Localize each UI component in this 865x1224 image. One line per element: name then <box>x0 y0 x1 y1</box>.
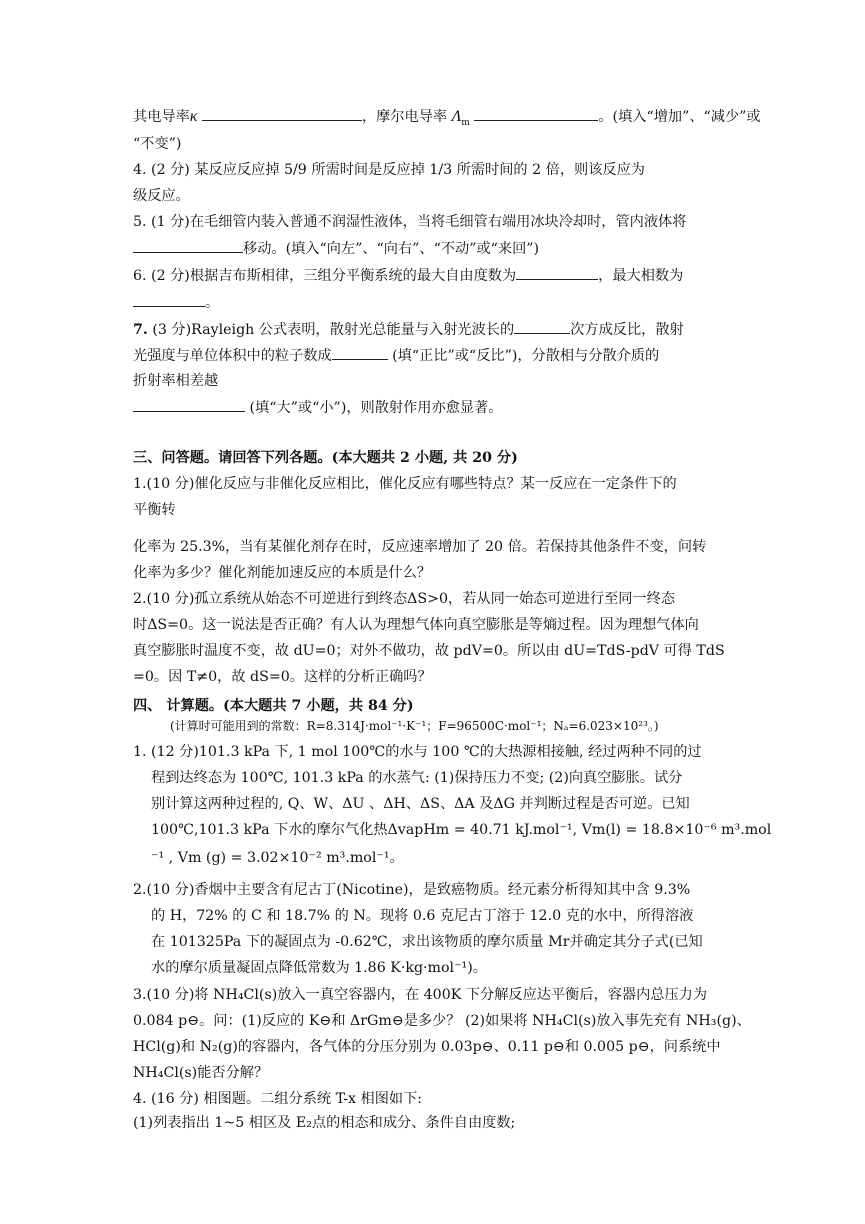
s4-q4-line-2: (1)列表指出 1~5 相区及 E₂点的相态和成分、条件自由度数; <box>133 1115 516 1131</box>
answer-blank-kappa[interactable] <box>202 106 362 121</box>
q6-line-1: 6. (2 分)根据吉布斯相律，三组分平衡系统的最大自由度数为 ，最大相数为 <box>133 265 683 286</box>
s4-q2-line-3: 在 101325Pa 下的凝固点为 -0.62℃，求出该物质的摩尔质量 Mr并确定其分子式(已知 <box>151 934 703 950</box>
q3-line-1: 其电导率κ ，摩尔电导率 $\Lambda_m$ 。(填入“增加”、“减少”或 <box>133 108 761 128</box>
s4-q1-line-3: 别计算这两种过程的, Q、W、ΔU 、ΔH、ΔS、ΔA 及ΔG 并判断过程是否可逆。已知 <box>151 796 690 812</box>
constants-note: (计算时可能用到的常数：R=8.314J·mol⁻¹·K⁻¹；F=96500C·mol⁻¹；Nₐ=6.023×10²³。) <box>170 719 659 733</box>
s4-q2-line-2: 的 H，72% 的 C 和 18.7% 的 N。现将 0.6 克尼古丁溶于 12.0 克的水中，所得溶液 <box>151 908 694 924</box>
answer-blank-q6-freedom[interactable] <box>516 265 598 280</box>
s3-q1-line-3: 化率为 25.3%，当有某催化剂存在时，反应速率增加了 20 倍。若保持其他条件不变，问转 <box>133 539 707 555</box>
s3-q2-line-2: 时ΔS=0。这一说法是否正确？有人认为理想气体向真空膨胀是等熵过程。因为理想气体向 <box>133 617 699 633</box>
q4-line-1: 4. (2 分) 某反应反应掉 5/9 所需时间是反应掉 1/3 所需时间的 2 倍，则该反应为 <box>133 162 645 178</box>
section3-heading: 三、问答题。请回答下列各题。(本大题共 2 小题, 共 20 分) <box>133 450 518 466</box>
q3-line-2: “不变”) <box>133 136 182 152</box>
lambda-symbol: Λ <box>451 108 462 125</box>
s4-q1-line-1: 1. (12 分)101.3 kPa 下, 1 mol 100℃的水与 100 ℃的大热源相接触, 经过两种不同的过 <box>133 744 702 760</box>
q6-line-2: 。 <box>133 292 219 313</box>
s3-q1-line-4: 化率为多少？催化剂能加速反应的本质是什么？ <box>133 565 431 581</box>
answer-blank-lambda[interactable] <box>474 106 598 121</box>
s4-q2-line-4: 水的摩尔质量凝固点降低常数为 1.86 K·kg·mol⁻¹)。 <box>151 960 487 976</box>
s3-q2-line-3: 真空膨胀时温度不变，故 dU=0；对外不做功，故 pdV=0。所以由 dU=TdS-pdV 可得 TdS <box>133 643 725 659</box>
kappa-symbol: κ <box>189 108 198 125</box>
q7-line-2: 光强度与单位体积中的粒子数成 (填“正比”或“反比”)，分散相与分散介质的 <box>133 345 659 366</box>
answer-blank-q6-phases[interactable] <box>133 292 205 307</box>
s4-q4-line-1: 4. (16 分) 相图题。二组分系统 T-x 相图如下: <box>133 1091 423 1107</box>
s4-q1-line-5: ⁻¹ , Vm (g) = 3.02×10⁻² m³.mol⁻¹。 <box>151 850 404 866</box>
q7-line-1: 7. (3 分)Rayleigh 公式表明，散射光总能量与入射光波长的 次方成反比，散射 <box>133 319 684 340</box>
q7-line-4: (填“大”或“小”)，则散射作用亦愈显著。 <box>133 397 502 418</box>
q7-line-3: 折射率相差越 <box>133 373 219 389</box>
s3-q1-line-2: 平衡转 <box>133 502 176 518</box>
q4-line-2: 级反应。 <box>133 188 190 204</box>
s4-q3-line-2: 0.084 p⊖。问：(1)反应的 K⊖和 ΔrGm⊖是多少？ (2)如果将 NH₄Cl(s)放入事先充有 NH₃(g)、 <box>133 1013 751 1029</box>
s4-q3-line-3: HCl(g)和 N₂(g)的容器内，各气体的分压分别为 0.03p⊖、0.11 p⊖和 0.005 p⊖，问系统中 <box>133 1039 721 1055</box>
s4-q1-line-4: 100℃,101.3 kPa 下水的摩尔气化热ΔvapHm = 40.71 kJ.mol⁻¹, Vm(l) = 18.8×10⁻⁶ m³.mol <box>151 822 772 838</box>
answer-blank-q5[interactable] <box>133 238 243 253</box>
s3-q2-line-4: =0。因 T≠0，故 dS=0。这样的分析正确吗？ <box>133 669 432 685</box>
s3-q2-line-1: 2.(10 分)孤立系统从始态不可逆进行到终态ΔS>0，若从同一始态可逆进行至同一终态 <box>133 591 676 607</box>
section4-heading: 四、 计算题。(本大题共 7 小题，共 84 分) <box>133 698 414 714</box>
s3-q1-line-1: 1.(10 分)催化反应与非催化反应相比，催化反应有哪些特点？某一反应在一定条件下的 <box>133 476 677 492</box>
s4-q1-line-2: 程到达终态为 100℃, 101.3 kPa 的水蒸气: (1)保持压力不变; (2)向真空膨胀。试分 <box>151 770 683 786</box>
q5-line-1: 5. (1 分)在毛细管内装入普通不润湿性液体，当将毛细管右端用冰块冷却时，管内液体将 <box>133 214 687 230</box>
answer-blank-q7-size[interactable] <box>133 397 245 412</box>
answer-blank-q7-ratio[interactable] <box>332 345 388 360</box>
s4-q2-line-1: 2.(10 分)香烟中主要含有尼古丁(Nicotine)，是致癌物质。经元素分析得知其中含 9.3% <box>133 882 691 898</box>
s4-q3-line-4: NH₄Cl(s)能否分解？ <box>133 1065 269 1081</box>
answer-blank-q7-power[interactable] <box>514 319 570 334</box>
s4-q3-line-1: 3.(10 分)将 NH₄Cl(s)放入一真空容器内，在 400K 下分解反应达平衡后，容器内总压力为 <box>133 987 708 1003</box>
q5-line-2: 移动。(填入“向左”、“向右”、“不动”或“来回”) <box>133 238 539 259</box>
